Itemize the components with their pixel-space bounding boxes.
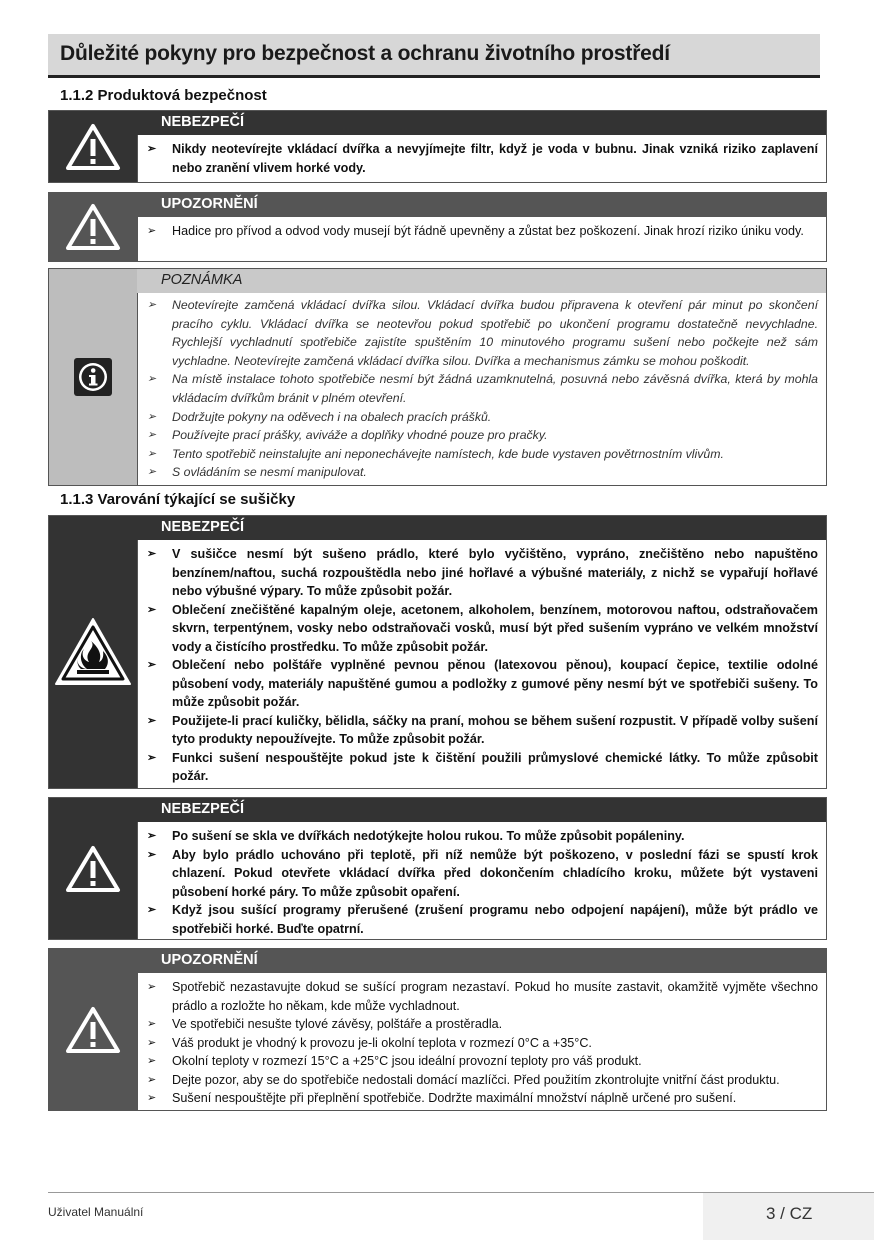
- list-item: ➢ S ovládáním se nesmí manipulovat.: [172, 463, 818, 482]
- list-item: ➢ Když jsou sušící programy přerušené (zrušení programu nebo odpojení napájení), může být prádlo ve spotřebiči horké. Buďte opatrní.: [172, 901, 818, 938]
- list-item: ➢ Spotřebič nezastavujte dokud se sušící program nezastaví. Pokud ho musíte zastavit, okamžitě vyjměte všechno prádlo a rozložte ho někam, kde může vychladnout.: [172, 978, 818, 1015]
- list-item: ➢ Váš produkt je vhodný k provozu je-li okolní teplota v rozmezí 0°C a +35°C.: [172, 1034, 818, 1053]
- warning-triangle-icon: [49, 798, 137, 939]
- list-item: ➢ Používejte prací prášky, aviváže a doplňky vhodné pouze pro pračky.: [172, 426, 818, 445]
- danger-box-fire: [48, 515, 827, 789]
- box-heading: NEBEZPEČÍ: [161, 801, 244, 817]
- list-item: ➢ Ve spotřebiči nesušte tylové závěsy, polštáře a prostěradla.: [172, 1015, 818, 1034]
- note-box: [48, 268, 827, 486]
- page-number: 3 / CZ: [766, 1204, 813, 1223]
- list-item: ➢ Tento spotřebič neinstalujte ani neponechávejte namístech, kde bude vystaven povětrnostním vlivům.: [172, 445, 818, 464]
- warning-triangle-icon: [49, 111, 137, 182]
- chapter-title: Důležité pokyny pro bezpečnost a ochranu životního prostředí: [60, 42, 670, 65]
- list-item: ➢ Použijete-li prací kuličky, bělidla, sáčky na praní, mohou se během sušení rozpustit. V případě volby sušení tyto produkty nepoužívejte. To může způsobit požár.: [172, 712, 818, 749]
- list-item: ➢ Dejte pozor, aby se do spotřebiče nedostali domácí mazlíčci. Před použitím zkontrolujte vnitřní část produktu.: [172, 1071, 818, 1090]
- danger-box-1: [48, 110, 827, 183]
- info-icon: [49, 269, 137, 485]
- list-item: ➢ Na místě instalace tohoto spotřebiče nesmí být žádná uzamknutelná, posuvná nebo závěsná dvířka, která by mohla vkládacím dvířkům bránit v plném otevření.: [172, 370, 818, 407]
- list-item: ➢ Hadice pro přívod a odvod vody musejí být řádně upevněny a zůstat bez poškození. Jinak hrozí riziko úniku vody.: [172, 222, 818, 241]
- box-heading: UPOZORNĚNÍ: [161, 196, 258, 212]
- caution-box-1: [48, 192, 827, 262]
- list-item: ➢ Aby bylo prádlo uchováno při teplotě, při níž nemůže být poškozeno, v poslední fázi se spustí krok chlazení. Pokud otevřete vkládací dvířka před dokončením chladícího kroku, můžete být vystaveni působení horké páry. To může způsobit opaření.: [172, 846, 818, 902]
- list-item: ➢ Po sušení se skla ve dvířkách nedotýkejte holou rukou. To může způsobit popáleniny.: [172, 827, 818, 846]
- flammable-icon: [49, 516, 137, 788]
- warning-triangle-icon: [49, 193, 137, 261]
- section-heading-1-1-2: 1.1.2 Produktová bezpečnost: [60, 87, 267, 104]
- warning-triangle-icon: [49, 949, 137, 1110]
- footer-manual-label: Uživatel Manuální: [48, 1205, 144, 1219]
- list-item: ➢ Oblečení znečištěné kapalným oleje, acetonem, alkoholem, benzínem, motorovou naftou, odstraňovačem skvrn, terpentýnem, vosky nebo odstraňovači vosků, musí být před sušením vypráno ve velkém množství vody a čistícího prostředku. To může způsobit požár.: [172, 601, 818, 657]
- list-item: ➢ Neotevírejte zamčená vkládací dvířka silou. Vkládací dvířka budou připravena k otevření pár minut po skončení pracího cyklu. Vkládací dvířka se neotevřou pokud spotřebič po ukončení programu dostatečně nevychladne. Rychlejší vychladnutí spotřebiče zajistíte spuštěním 10 minutového programu sušení nebo počkejte než sám vychladne. Neotevírejte zamčená vkládací dvířka silou. Dvířka a mechanismus zámku se mohou poškodit.: [172, 296, 818, 370]
- list-item: ➢ V sušičce nesmí být sušeno prádlo, které bylo vyčištěno, vypráno, znečištěno nebo napuštěno benzínem/naftou, suchá rozpouštědla nebo jiné hořlavé a výbušné materiály, z nichž se vypařují hořlavé nebo výbušné výpary. To může způsobit požár.: [172, 545, 818, 601]
- box-heading: NEBEZPEČÍ: [161, 519, 244, 535]
- section-heading-1-1-3: 1.1.3 Varování týkající se sušičky: [60, 491, 296, 508]
- list-item: ➢ Funkci sušení nespouštějte pokud jste k čištění použili průmyslové chemické látky. To může způsobit požár.: [172, 749, 818, 786]
- list-item: ➢ Sušení nespouštějte při přeplnění spotřebiče. Dodržte maximální množství náplně určené pro sušení.: [172, 1089, 818, 1108]
- chapter-title-bar: [48, 34, 820, 78]
- caution-box-2: [48, 948, 827, 1111]
- box-heading: UPOZORNĚNÍ: [161, 952, 258, 968]
- box-heading: POZNÁMKA: [161, 272, 243, 288]
- box-heading: NEBEZPEČÍ: [161, 114, 244, 130]
- footer-page-box: [703, 1193, 874, 1240]
- list-item: ➢ Oblečení nebo polštáře vyplněné pevnou pěnou (latexovou pěnou), koupací čepice, textilie odolné působení vody, materiály napuštěné gumou a podložky z gumové pěny nesmí být ve spotřebiči sušeny. To může způsobit požár.: [172, 656, 818, 712]
- list-item: ➢ Dodržujte pokyny na oděvech i na obalech pracích prášků.: [172, 408, 818, 427]
- danger-box-2: [48, 797, 827, 940]
- list-item: ➢ Nikdy neotevírejte vkládací dvířka a nevyjímejte filtr, když je voda v bubnu. Jinak vzniká riziko zaplavení nebo zranění vlivem horké vody.: [172, 140, 818, 177]
- list-item: ➢ Okolní teploty v rozmezí 15°C a +25°C jsou ideální provozní teploty pro váš produkt.: [172, 1052, 818, 1071]
